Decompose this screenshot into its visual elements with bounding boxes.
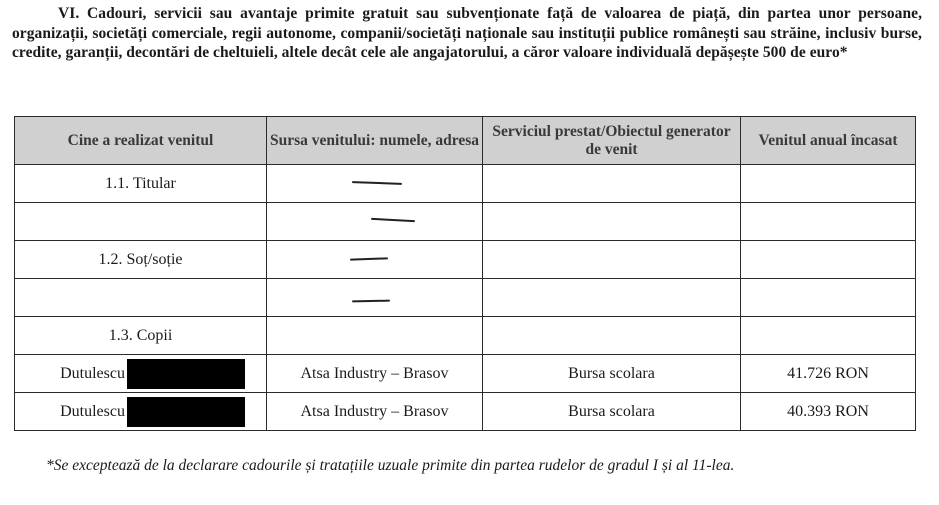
handwritten-dash	[351, 299, 389, 302]
gifts-income-table	[14, 116, 916, 431]
service-cell	[483, 317, 741, 355]
service-cell	[483, 279, 741, 317]
table-row	[15, 355, 916, 393]
recipient-cell: 1.2. Soț/soție	[15, 241, 267, 279]
redaction-block	[127, 397, 245, 427]
redaction-block	[127, 359, 245, 389]
source-cell	[267, 165, 483, 203]
table-row	[15, 279, 916, 317]
amount-cell: 40.393 RON	[741, 393, 916, 431]
service-cell	[483, 241, 741, 279]
source-cell: Atsa Industry – Brasov	[267, 355, 483, 393]
source-cell	[267, 241, 483, 279]
service-cell	[483, 165, 741, 203]
recipient-cell	[15, 203, 267, 241]
amount-cell	[741, 279, 916, 317]
amount-cell	[741, 203, 916, 241]
recipient-cell	[15, 279, 267, 317]
amount-cell: 41.726 RON	[741, 355, 916, 393]
footnote: *Se exceptează de la declarare cadourile și tratațiile uzuale primite din partea rudelor de gradul I și al 11-lea.	[46, 457, 735, 474]
service-cell: Bursa scolara	[483, 355, 741, 393]
recipient-name: Dutulescu	[60, 364, 125, 382]
table-row	[15, 165, 916, 203]
header-source: Sursa venitului: numele, adresa	[267, 117, 483, 165]
recipient-cell	[15, 355, 267, 393]
handwritten-dash	[351, 181, 401, 185]
table-row	[15, 317, 916, 355]
handwritten-dash	[370, 218, 414, 222]
amount-cell	[741, 165, 916, 203]
table-row	[15, 203, 916, 241]
service-cell: Bursa scolara	[483, 393, 741, 431]
header-recipient: Cine a realizat venitul	[15, 117, 267, 165]
handwritten-dash	[349, 257, 387, 260]
source-cell	[267, 317, 483, 355]
recipient-cell: 1.1. Titular	[15, 165, 267, 203]
table-header-row	[15, 117, 916, 165]
recipient-cell	[15, 393, 267, 431]
table-row	[15, 393, 916, 431]
header-service: Serviciul prestat/Obiectul generator de venit	[483, 117, 741, 165]
table-row	[15, 241, 916, 279]
service-cell	[483, 203, 741, 241]
source-cell	[267, 203, 483, 241]
recipient-cell: 1.3. Copii	[15, 317, 267, 355]
recipient-name: Dutulescu	[60, 402, 125, 420]
section-heading: VI. Cadouri, servicii sau avantaje primite gratuit sau subvenționate față de valoarea de piață, din partea unor persoane, organizații, societăți comerciale, regii autonome, companii/societăți naționale sau instituții publice românești sau străine, inclusiv burse, credite, garanții, decontări de cheltuieli, altele decât cele ale angajatorului, a căror valoare individuală depășește 500 de euro*	[12, 5, 922, 61]
header-annual-income: Venitul anual încasat	[741, 117, 916, 165]
source-cell: Atsa Industry – Brasov	[267, 393, 483, 431]
amount-cell	[741, 317, 916, 355]
amount-cell	[741, 241, 916, 279]
source-cell	[267, 279, 483, 317]
